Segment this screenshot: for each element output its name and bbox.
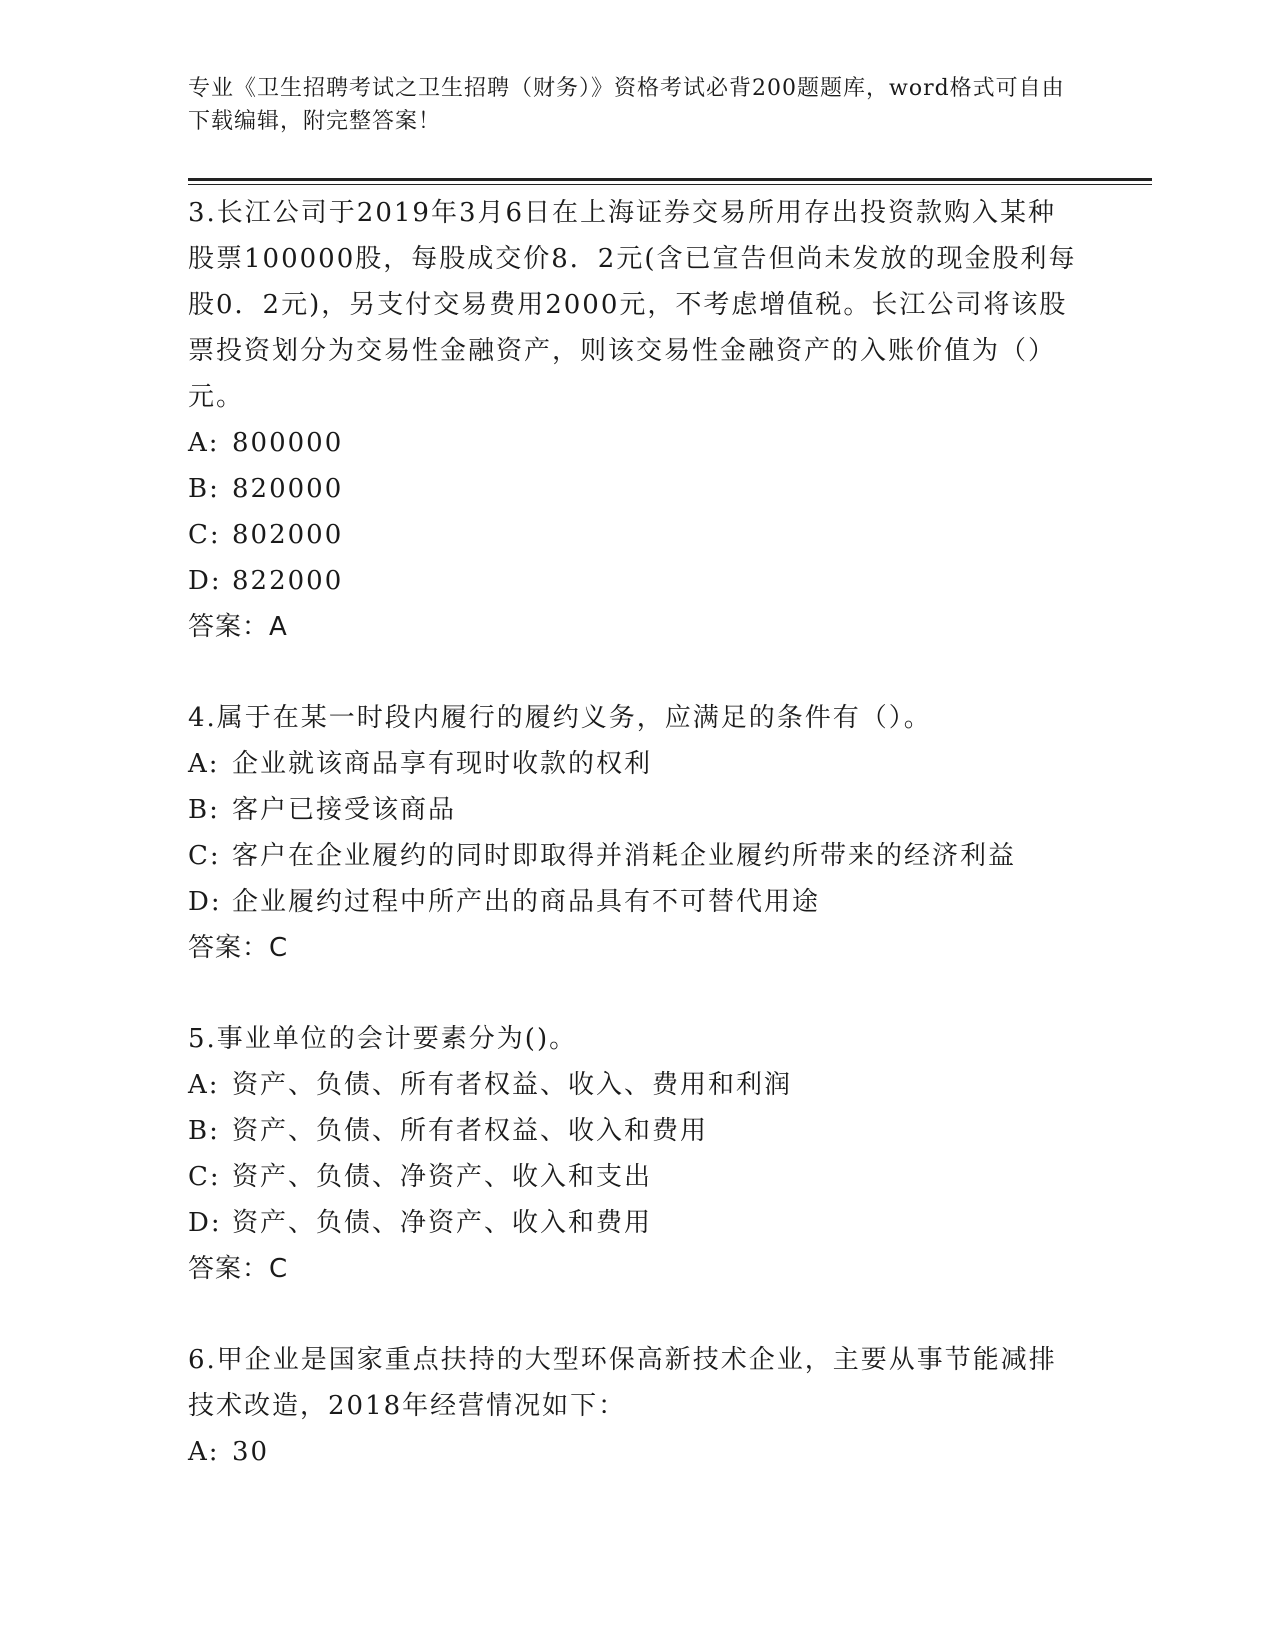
header-divider-thin [188,184,1152,185]
option-b [188,466,1078,512]
option-text: 资产、负债、所有者权益、收入、费用和利润 [232,1070,793,1100]
option-c [188,512,1078,558]
option-c [188,1154,1078,1200]
option-letter: B: [188,474,220,504]
option-a [188,1062,1078,1108]
option-letter: B: [188,1116,220,1146]
answer-line: 答案：A [188,612,288,642]
option-letter: C: [188,841,221,871]
question-item [188,1016,1078,1292]
option-b [188,1108,1078,1154]
option-text: 客户已接受该商品 [232,795,457,825]
document-header [188,72,1068,138]
question-stem: 4.属于在某一时段内履行的履约义务，应满足的条件有（）。 [188,703,932,733]
option-letter: A: [188,1070,220,1100]
option-text: 802000 [232,520,344,550]
question-stem: 5.事业单位的会计要素分为()。 [188,1024,578,1054]
header-text: 专业《卫生招聘考试之卫生招聘（财务）》资格考试必背200题题库，word格式可自由下载编辑，附完整答案！ [188,76,1065,134]
option-b [188,787,1078,833]
option-letter: D: [188,1208,222,1238]
option-text: 企业就该商品享有现时收款的权利 [232,749,653,779]
option-text: 资产、负债、所有者权益、收入和费用 [232,1116,709,1146]
answer-line: 答案：C [188,933,289,963]
header-divider-thick [188,178,1152,181]
option-text: 800000 [232,428,344,458]
option-c [188,833,1078,879]
question-list [188,190,1078,1520]
option-letter: C: [188,520,221,550]
option-a [188,420,1078,466]
option-a [188,1429,1078,1475]
option-text: 企业履约过程中所产出的商品具有不可替代用途 [232,887,821,917]
option-text: 资产、负债、净资产、收入和支出 [232,1162,653,1192]
option-a [188,741,1078,787]
option-letter: A: [188,1437,220,1467]
answer-line: 答案：C [188,1254,289,1284]
option-letter: D: [188,566,222,596]
option-letter: A: [188,749,220,779]
question-stem: 6.甲企业是国家重点扶持的大型环保高新技术企业，主要从事节能减排技术改造，2018年经营情况如下： [188,1345,1057,1421]
question-item [188,190,1078,650]
option-letter: C: [188,1162,221,1192]
option-d [188,558,1078,604]
question-item [188,695,1078,971]
option-letter: D: [188,887,222,917]
option-text: 822000 [232,566,344,596]
question-stem: 3.长江公司于2019年3月6日在上海证券交易所用存出投资款购入某种股票100000股，每股成交价8．2元(含已宣告但尚未发放的现金股利每股0．2元)，另支付交易费用2000元，不考虑增值税。长江公司将该股票投资划分为交易性金融资产，则该交易性金融资产的入账价值为（）元。 [188,198,1077,412]
option-letter: B: [188,795,220,825]
option-text: 客户在企业履约的同时即取得并消耗企业履约所带来的经济利益 [232,841,1017,871]
option-d [188,1200,1078,1246]
option-text: 资产、负债、净资产、收入和费用 [232,1208,653,1238]
option-d [188,879,1078,925]
option-text: 30 [232,1437,270,1467]
option-letter: A: [188,428,220,458]
option-text: 820000 [232,474,344,504]
question-item [188,1337,1078,1475]
